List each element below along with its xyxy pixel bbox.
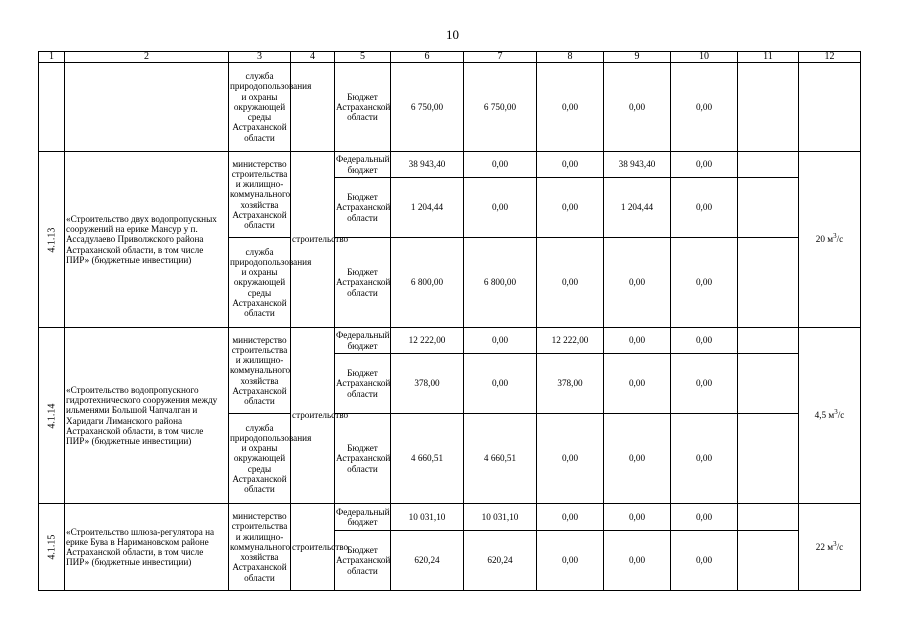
value-cell: 38 943,40 [391, 152, 464, 178]
value-cell: 6 800,00 [464, 238, 537, 328]
column-header: 5 [335, 52, 391, 63]
value-cell: 0,00 [671, 152, 738, 178]
value-cell: 0,00 [671, 63, 738, 152]
executor-cell: служба природопользования и охраны окружающей среды Астраханской области [229, 238, 291, 328]
item-code-cell: 4.1.13 [39, 152, 65, 328]
executor-cell: служба природопользования и охраны окружающей среды Астраханской области [229, 63, 291, 152]
value-cell: 38 943,40 [604, 152, 671, 178]
value-cell: 0,00 [671, 531, 738, 591]
funding-source-cell: Федеральный бюджет [335, 328, 391, 354]
value-cell: 620,24 [464, 531, 537, 591]
work-type-cell: строительство [291, 328, 335, 504]
value-cell: 0,00 [604, 238, 671, 328]
funding-source-cell: Бюджет Астраханской области [335, 414, 391, 504]
value-cell: 0,00 [537, 504, 604, 531]
value-cell: 0,00 [464, 328, 537, 354]
column-header: 3 [229, 52, 291, 63]
value-cell: 0,00 [671, 178, 738, 238]
executor-cell: министерство строительства и жилищно-коммунального хозяйства Астраханской области [229, 504, 291, 591]
value-cell: 6 750,00 [391, 63, 464, 152]
value-cell: 0,00 [537, 178, 604, 238]
value-cell: 6 800,00 [391, 238, 464, 328]
value-cell: 0,00 [671, 414, 738, 504]
funding-source-cell: Бюджет Астраханской области [335, 238, 391, 328]
value-cell: 620,24 [391, 531, 464, 591]
executor-cell: министерство строительства и жилищно-коммунального хозяйства Астраханской области [229, 328, 291, 414]
value-cell: 0,00 [671, 238, 738, 328]
value-cell: 12 222,00 [537, 328, 604, 354]
executor-cell: служба природопользования и охраны окружающей среды Астраханской области [229, 414, 291, 504]
column-header: 10 [671, 52, 738, 63]
item-name-cell: «Строительство шлюза-регулятора на ерике Бува в Наримановском районе Астраханской области, в том числе ПИР» (бюджетные инвестиции) [65, 504, 229, 591]
value-cell: 378,00 [391, 354, 464, 414]
executor-cell: министерство строительства и жилищно-коммунального хозяйства Астраханской области [229, 152, 291, 238]
table-row [39, 328, 861, 354]
value-cell: 0,00 [604, 504, 671, 531]
capacity-cell: 4,5 $м^3/с$ [799, 328, 861, 504]
column-header: 11 [738, 52, 799, 63]
value-cell: 0,00 [537, 414, 604, 504]
column-header: 8 [537, 52, 604, 63]
value-cell: 0,00 [464, 152, 537, 178]
column-header: 6 [391, 52, 464, 63]
column-header: 2 [65, 52, 229, 63]
funding-source-cell: Федеральный бюджет [335, 152, 391, 178]
value-cell: 0,00 [671, 328, 738, 354]
value-cell: 0,00 [537, 152, 604, 178]
column-header: 1 [39, 52, 65, 63]
value-cell: 1 204,44 [391, 178, 464, 238]
value-cell: 10 031,10 [464, 504, 537, 531]
funding-source-cell: Бюджет Астраханской области [335, 354, 391, 414]
value-cell: 6 750,00 [464, 63, 537, 152]
value-cell: 4 660,51 [464, 414, 537, 504]
value-cell: 4 660,51 [391, 414, 464, 504]
value-cell: 0,00 [604, 328, 671, 354]
value-cell: 0,00 [537, 238, 604, 328]
value-cell: 0,00 [671, 504, 738, 531]
item-code-cell: 4.1.15 [39, 504, 65, 591]
item-name-cell: «Строительство водопропускного гидротехнического сооружения между ильменями Большой Чапчалган и Харидаги Лиманского района Астраханской области, в том числе ПИР» (бюджетные инвестиции) [65, 328, 229, 504]
table-row [39, 152, 861, 178]
funding-source-cell: Бюджет Астраханской области [335, 531, 391, 591]
value-cell: 378,00 [537, 354, 604, 414]
work-type-cell: строительство [291, 504, 335, 591]
capacity-cell: 20 $м^3/с$ [799, 152, 861, 328]
value-cell: 0,00 [464, 354, 537, 414]
value-cell: 0,00 [671, 354, 738, 414]
value-cell: 0,00 [604, 414, 671, 504]
value-cell: 0,00 [537, 531, 604, 591]
item-name-cell: «Строительство двух водопропускных сооружений на ерике Мансур у п. Ассадулаево Приволжского района Астраханской области, в том числе ПИР» (бюджетные инвестиции) [65, 152, 229, 328]
column-header: 7 [464, 52, 537, 63]
value-cell: 0,00 [604, 531, 671, 591]
funding-source-cell: Федеральный бюджет [335, 504, 391, 531]
value-cell: 0,00 [604, 354, 671, 414]
page-number: 10 [446, 27, 459, 42]
column-header: 12 [799, 52, 861, 63]
value-cell: 12 222,00 [391, 328, 464, 354]
funding-source-cell: Бюджет Астраханской области [335, 63, 391, 152]
value-cell: 10 031,10 [391, 504, 464, 531]
value-cell: 0,00 [604, 63, 671, 152]
work-type-cell: строительство [291, 152, 335, 328]
value-cell: 1 204,44 [604, 178, 671, 238]
capacity-cell: 22 $м^3/с$ [799, 504, 861, 591]
value-cell: 0,00 [464, 178, 537, 238]
program-table [38, 51, 861, 591]
funding-source-cell: Бюджет Астраханской области [335, 178, 391, 238]
column-header: 9 [604, 52, 671, 63]
table-row [39, 504, 861, 531]
value-cell: 0,00 [537, 63, 604, 152]
column-header: 4 [291, 52, 335, 63]
item-code-cell: 4.1.14 [39, 328, 65, 504]
table-header-row [39, 52, 861, 63]
table-row [39, 63, 861, 152]
